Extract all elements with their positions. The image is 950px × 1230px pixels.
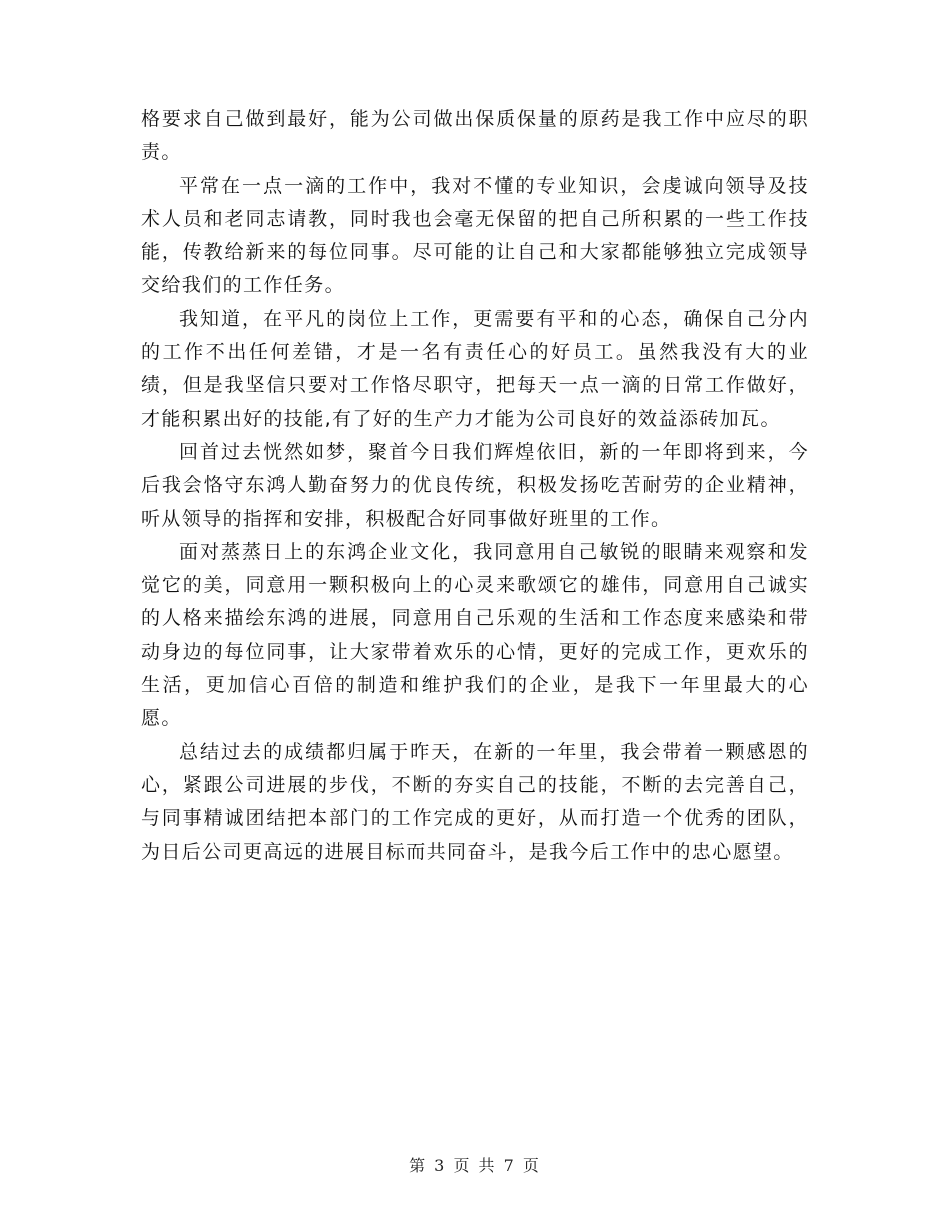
document-body [141,103,809,869]
paragraph-4: 回首过去恍然如梦，聚首今日我们辉煌依旧，新的一年即将到来，今后我会恪守东鸿人勤奋努力的优良传统，积极发扬吃苦耐劳的企业精神，听从领导的指挥和安排，积极配合好同事做好班里的工作。 [141,440,809,530]
page-number-label: 第 3 页 共 7 页 [409,1156,541,1175]
paragraph-1: 格要求自己做到最好，能为公司做出保质保量的原药是我工作中应尽的职责。 [141,108,809,164]
paragraph-6: 总结过去的成绩都归属于昨天，在新的一年里，我会带着一颗感恩的心，紧跟公司进展的步伐，不断的夯实自己的技能，不断的去完善自己，与同事精诚团结把本部门的工作完成的更好，从而打造一个优秀的团队，为日后公司更高远的进展目标而共同奋斗，是我今后工作中的忠心愿望。 [141,740,809,863]
paragraph-5: 面对蒸蒸日上的东鸿企业文化，我同意用自己敏锐的眼睛来观察和发觉它的美，同意用一颗积极向上的心灵来歌颂它的雄伟，同意用自己诚实的人格来描绘东鸿的进展，同意用自己乐观的生活和工作态度来感染和带动身边的每位同事，让大家带着欢乐的心情，更好的完成工作，更欢乐的生活，更加信心百倍的制造和维护我们的企业，是我下一年里最大的心愿。 [141,540,809,730]
paragraph-3: 我知道，在平凡的岗位上工作，更需要有平和的心态，确保自己分内的工作不出任何差错，才是一名有责任心的好员工。虽然我没有大的业绩，但是我坚信只要对工作恪尽职守，把每天一点一滴的日常工作做好，才能积累出好的技能,有了好的生产力才能为公司良好的效益添砖加瓦。 [141,307,809,430]
page-footer [0,1153,950,1176]
paragraph-2: 平常在一点一滴的工作中，我对不懂的专业知识，会虔诚向领导及技术人员和老同志请教，同时我也会毫无保留的把自己所积累的一些工作技能，传教给新来的每位同事。尽可能的让自己和大家都能够独立完成领导交给我们的工作任务。 [141,174,809,297]
